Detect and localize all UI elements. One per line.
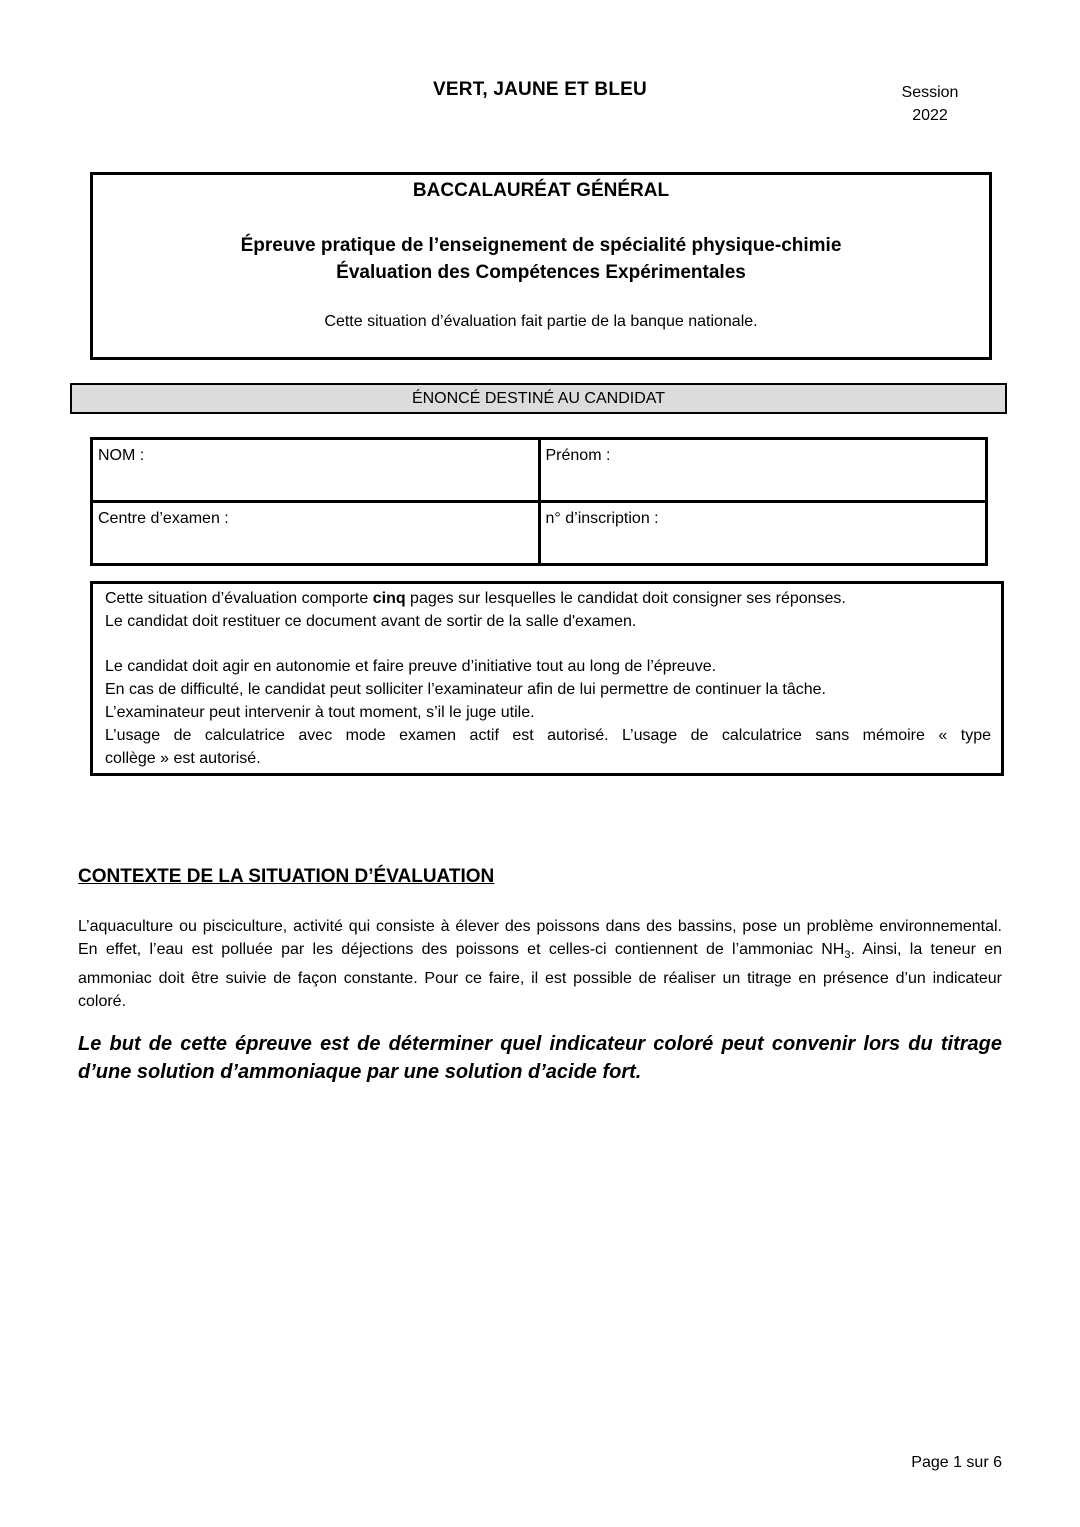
- instruction-text: pages sur lesquelles le candidat doit consigner ses réponses.: [405, 590, 846, 607]
- bac-header-box: [90, 172, 992, 360]
- nom-field[interactable]: NOM :: [92, 439, 540, 502]
- instruction-line: Le candidat doit agir en autonomie et faire preuve d’initiative tout au long de l’épreuve.: [105, 658, 717, 675]
- instruction-line: L’usage de calculatrice avec mode examen actif est autorisé. L’usage de calculatrice sans mémoire « type: [105, 727, 991, 744]
- session-label: Session: [901, 84, 959, 101]
- instruction-line: collège » est autorisé.: [105, 750, 261, 767]
- bac-subtitle-1: Épreuve pratique de l’enseignement de spécialité physique-chimie: [240, 235, 842, 256]
- document-title: VERT, JAUNE ET BLEU: [433, 79, 647, 100]
- instruction-line: L’examinateur peut intervenir à tout moment, s’il le juge utile.: [105, 704, 535, 721]
- page-number: Page 1 sur 6: [911, 1454, 1002, 1471]
- bac-title: BACCALAURÉAT GÉNÉRAL: [412, 180, 670, 201]
- instruction-bold: cinq: [372, 590, 406, 607]
- context-text: . Ainsi, la teneur en ammoniac doit être suivie de façon constante. Pour ce faire, il est possible de réaliser un titrage en présence d’un indicateur coloré.: [78, 941, 1003, 1011]
- centre-field[interactable]: Centre d’examen :: [92, 502, 540, 565]
- instruction-text: Cette situation d’évaluation comporte: [105, 590, 373, 607]
- instruction-line: Le candidat doit restituer ce document avant de sortir de la salle d'examen.: [105, 613, 637, 630]
- session-info: [890, 81, 970, 127]
- instructions-box: [90, 581, 1004, 776]
- context-subscript: 3: [844, 949, 851, 962]
- enonce-banner: ÉNONCÉ DESTINÉ AU CANDIDAT: [70, 383, 1007, 414]
- instruction-line: En cas de difficulté, le candidat peut solliciter l’examinateur afin de lui permettre de continuer la tâche.: [105, 681, 826, 698]
- goal-paragraph: Le but de cette épreuve est de déterminer quel indicateur coloré peut convenir lors du titrage d’une solution d’ammoniaque par une solution d’acide fort.: [78, 1033, 1002, 1083]
- inscription-field[interactable]: n° d’inscription :: [539, 502, 987, 565]
- candidate-id-table: [90, 437, 988, 566]
- section-title: CONTEXTE DE LA SITUATION D’ÉVALUATION: [78, 866, 495, 887]
- context-text: L’aquaculture ou pisciculture, activité qui consiste à élever des poissons dans des bassins, pose un problème environnemental. En effet, l’eau est polluée par les déjections des poissons et celles-ci contiennent de l’ammoniac NH: [78, 918, 1002, 958]
- instruction-line: [105, 587, 991, 610]
- context-paragraph: [78, 915, 1002, 1013]
- session-year: 2022: [912, 107, 948, 124]
- bac-subtitle-2: Évaluation des Compétences Expérimentales: [336, 262, 746, 283]
- bac-note: Cette situation d’évaluation fait partie de la banque nationale.: [324, 313, 758, 330]
- prenom-field[interactable]: Prénom :: [539, 439, 987, 502]
